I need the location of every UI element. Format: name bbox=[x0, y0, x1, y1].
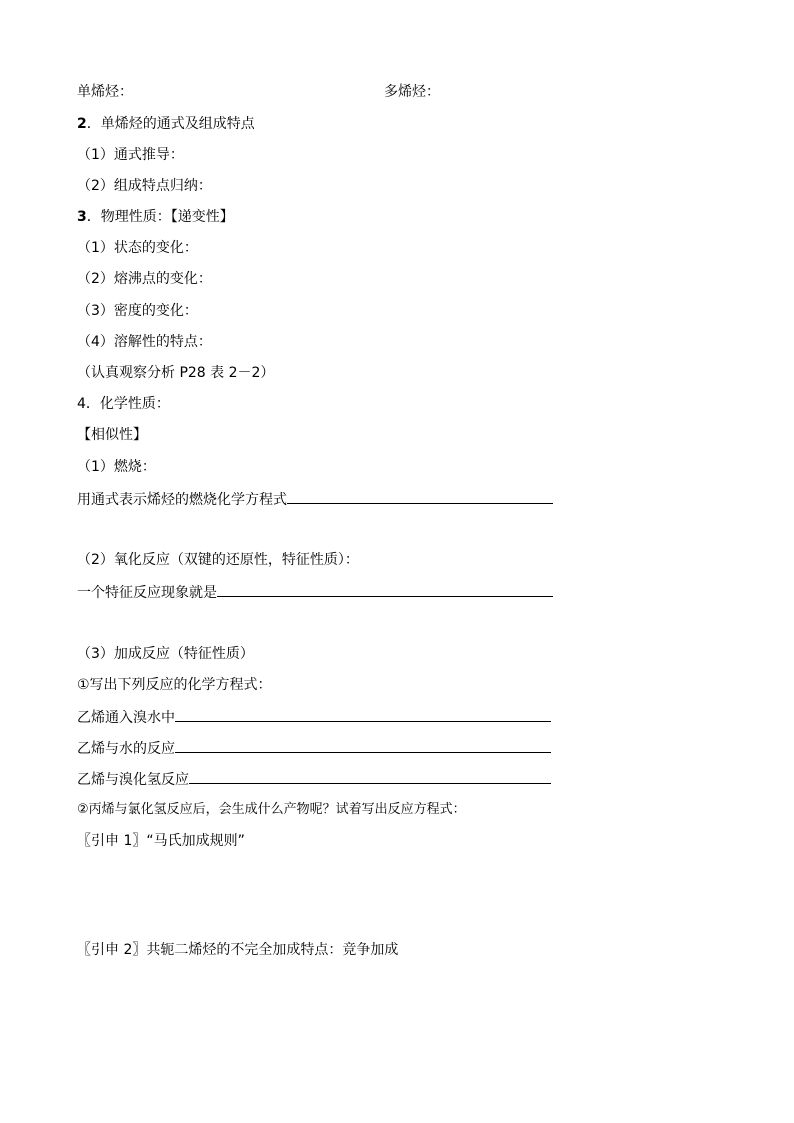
ethylene-water-blank bbox=[175, 738, 551, 753]
section-3-heading bbox=[77, 208, 234, 226]
table-reference-note: （认真观察分析 P28 表 2－2） bbox=[77, 365, 275, 381]
section-2-title: ．单烯烃的通式及组成特点 bbox=[86, 116, 255, 132]
monoalkene-label bbox=[77, 83, 133, 101]
reaction-phenomenon-blank bbox=[217, 582, 553, 597]
ethylene-bromine-row bbox=[77, 707, 551, 727]
section-2-heading bbox=[77, 115, 255, 133]
addition-item: （3）加成反应（特征性质） bbox=[77, 646, 254, 662]
monoalkene-text: 单烯烃： bbox=[77, 84, 133, 100]
section-2-number: 2 bbox=[77, 116, 87, 132]
ethylene-bromine-blank bbox=[175, 707, 551, 722]
ethylene-hbr-label: 乙烯与溴化氢反应 bbox=[77, 772, 189, 788]
polyalkene-text: 多烯烃： bbox=[384, 84, 440, 100]
ethylene-hbr-blank bbox=[189, 769, 551, 784]
combustion-equation-row bbox=[77, 489, 553, 509]
propene-hcl-prompt: ②丙烯与氯化氢反应后，会生成什么产物呢？试着写出反应方程式： bbox=[77, 802, 466, 817]
ethylene-water-label: 乙烯与水的反应 bbox=[77, 741, 175, 757]
ethylene-bromine-label: 乙烯通入溴水中 bbox=[77, 710, 175, 726]
combustion-equation-label: 用通式表示烯烃的燃烧化学方程式 bbox=[77, 492, 287, 508]
extension-2: 〖引申 2〗共轭二烯烃的不完全加成特点：竞争加成 bbox=[77, 942, 399, 958]
solubility-feature: （4）溶解性的特点： bbox=[77, 334, 212, 350]
density-change: （3）密度的变化： bbox=[77, 303, 198, 319]
polyalkene-label bbox=[384, 83, 440, 101]
reaction-phenomenon-row bbox=[77, 582, 553, 602]
ethylene-water-row bbox=[77, 738, 551, 758]
composition-summary: （2）组成特点归纳： bbox=[77, 178, 212, 194]
section-4-heading: 4．化学性质： bbox=[77, 396, 170, 412]
general-formula-derivation: （1）通式推导： bbox=[77, 147, 184, 163]
melting-boiling-change: （2）熔沸点的变化： bbox=[77, 271, 212, 287]
state-change: （1）状态的变化： bbox=[77, 240, 198, 256]
reaction-phenomenon-label: 一个特征反应现象就是 bbox=[77, 585, 217, 601]
section-3-number: 3 bbox=[77, 209, 87, 225]
extension-1: 〖引申 1〗“马氏加成规则” bbox=[77, 833, 245, 849]
combustion-equation-blank bbox=[287, 489, 553, 504]
ethylene-hbr-row bbox=[77, 769, 551, 789]
combustion-item: （1）燃烧： bbox=[77, 459, 156, 475]
section-3-title: ．物理性质：【递变性】 bbox=[86, 209, 234, 225]
oxidation-item: （2）氧化反应（双键的还原性，特征性质）： bbox=[77, 552, 359, 568]
write-equations-prompt: ①写出下列反应的化学方程式： bbox=[77, 677, 272, 693]
similarity-heading: 【相似性】 bbox=[77, 427, 147, 443]
